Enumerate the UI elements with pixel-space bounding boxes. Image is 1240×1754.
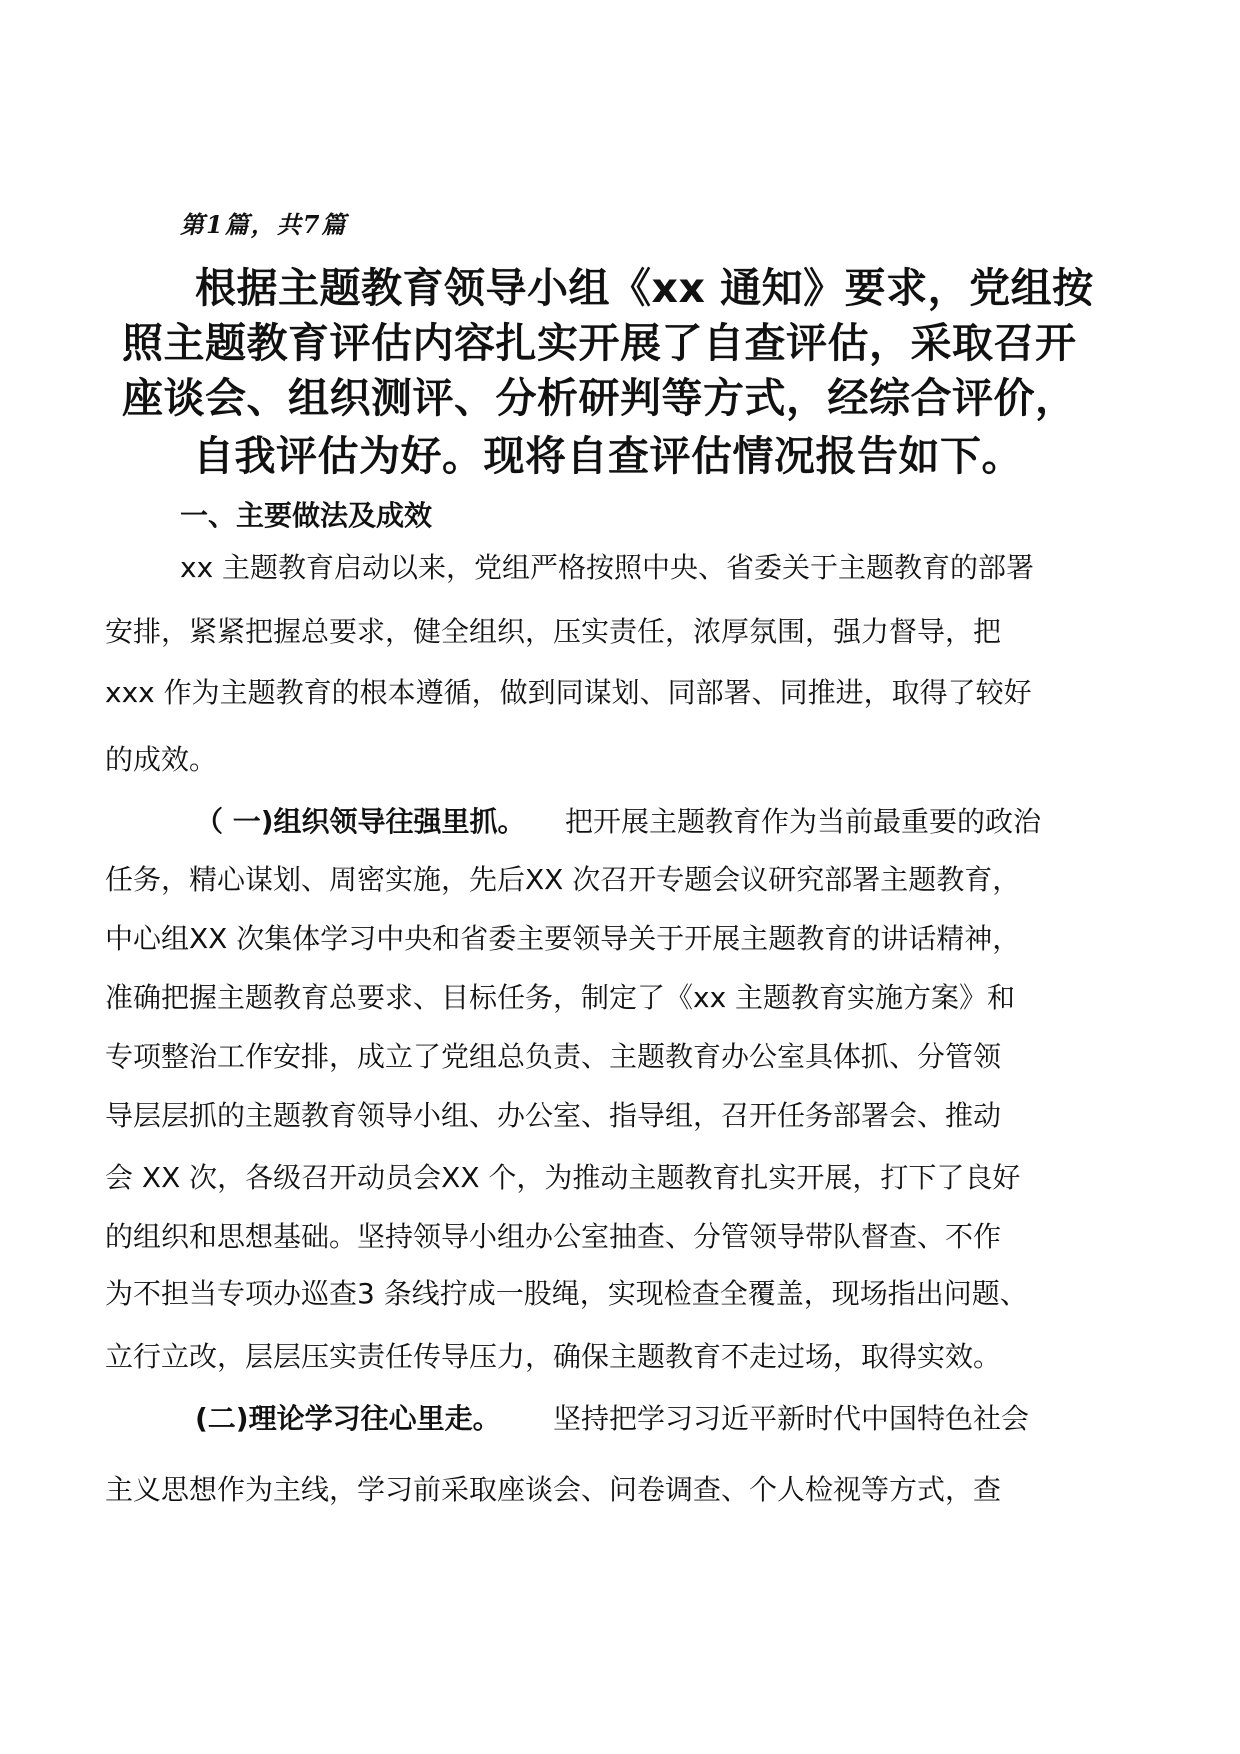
intro-line-1: xx 主题教育启动以来，党组严格按照中央、省委关于主题教育的部署 — [180, 551, 1035, 584]
sub1-line-5: 专项整治工作安排，成立了党组总负责、主题教育办公室具体抓、分管领 — [105, 1040, 1002, 1073]
sub1-line-8: 的组织和思想基础。坚持领导小组办公室抽查、分管领导带队督查、不作 — [105, 1220, 1002, 1253]
intro-line-3: xxx 作为主题教育的根本遵循，做到同谋划、同部署、同推进，取得了较好 — [105, 676, 1032, 709]
sub1-line-6: 导层层抓的主题教育领导小组、办公室、指导组，召开任务部署会、推动 — [105, 1099, 1002, 1132]
sub1-line-1: 把开展主题教育作为当前最重要的政治 — [565, 805, 1042, 838]
intro-line-2: 安排，紧紧把握总要求，健全组织，压实责任，浓厚氛围，强力督导，把 — [105, 615, 1002, 648]
title-line-4: 自我评估为好。现将自查评估情况报告如下。 — [193, 432, 1023, 480]
title-line-2: 照主题教育评估内容扎实开展了自查评估，采取召开 — [122, 319, 1077, 367]
sub1-line-3: 中心组XX 次集体学习中央和省委主要领导关于开展主题教育的讲话精神， — [105, 922, 1021, 955]
sub1-line-9: 为不担当专项办巡查3 条线拧成一股绳，实现检查全覆盖，现场指出问题、 — [105, 1277, 1028, 1310]
sub2-heading: (二)理论学习往心里走。 — [195, 1402, 501, 1435]
sub1-line-10: 立行立改，层层压实责任传导压力，确保主题教育不走过场，取得实效。 — [105, 1340, 1002, 1373]
title-line-3: 座谈会、组织测评、分析研判等方式，经综合评价， — [122, 374, 1077, 422]
sub1-line-2: 任务，精心谋划、周密实施，先后XX 次召开专题会议研究部署主题教育， — [105, 863, 1021, 896]
sub2-line-1: 坚持把学习习近平新时代中国特色社会 — [553, 1402, 1030, 1435]
intro-line-4: 的成效。 — [105, 743, 218, 776]
sub1-line-7: 会 XX 次，各级召开动员会XX 个，为推动主题教育扎实开展，打下了良好 — [105, 1161, 1021, 1194]
sub1-heading: （ 一)组织领导往强里抓。 — [195, 805, 526, 838]
title-line-1: 根据主题教育领导小组《xx 通知》要求，党组按 — [195, 264, 1094, 312]
section-heading: 一、主要做法及成效 — [180, 499, 433, 532]
document-header-note: 第1篇，共7篇 — [180, 210, 348, 239]
sub2-line-2: 主义思想作为主线，学习前采取座谈会、问卷调查、个人检视等方式，查 — [105, 1473, 1002, 1506]
sub1-line-4: 准确把握主题教育总要求、目标任务，制定了《xx 主题教育实施方案》和 — [105, 981, 1016, 1014]
